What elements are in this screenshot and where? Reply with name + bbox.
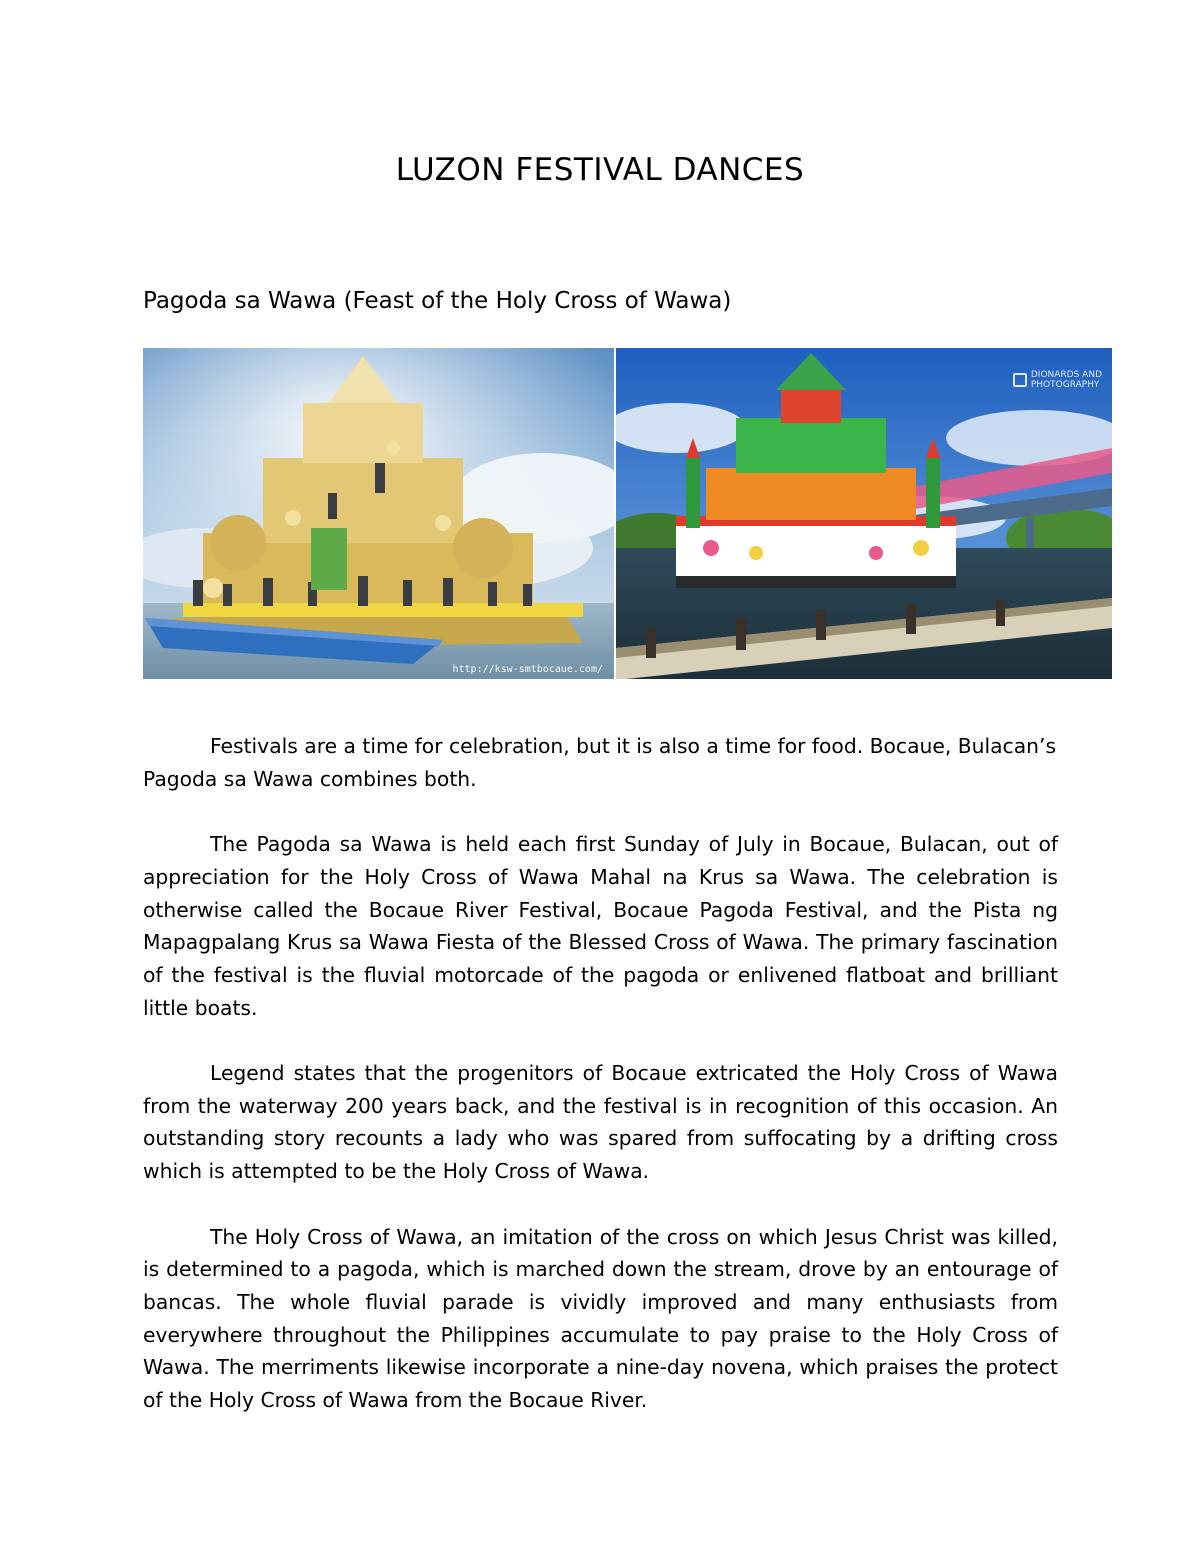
page-title: LUZON FESTIVAL DANCES [395, 152, 805, 188]
paragraph-3: Legend states that the progenitors of Bocaue extricated the Holy Cross of Wawa from the waterway 200 years back, and the festival is in recognition of this occasion. An outstanding story recounts a lady who was spared from suffocating by a drifting cross which is attempted to be the Holy Cross of Wawa. [143, 1061, 1058, 1184]
pagoda-photo-right [616, 348, 1112, 679]
paragraph-2: The Pagoda sa Wawa is held each first Sunday of July in Bocaue, Bulacan, out of appreciation for the Holy Cross of Wawa Mahal na Krus sa Wawa. The celebration is otherwise called the Bocaue River Festival, Bocaue Pagoda Festival, and the Pista ng Mapagpalang Krus sa Wawa Fiesta of the Blessed Cross of Wawa. The primary fascination of the festival is the fluvial motorcade of the pagoda or enlivened flatboat and brilliant little boats. [143, 832, 1058, 1020]
photo-watermark [1013, 370, 1102, 390]
photo-caption: http://ksw-smtbocaue.com/ [452, 664, 603, 675]
paragraph-4: The Holy Cross of Wawa, an imitation of the cross on which Jesus Christ was killed, is determined to a pagoda, which is marched down the stream, drove by an entourage of bancas. The whole fluvial parade is vividly improved and many enthusiasts from everywhere throughout the Philippines accumulate to pay praise to the Holy Cross of Wawa. The merriments likewise incorporate a nine-day novena, which praises the protect of the Holy Cross of Wawa from the Bocaue River. [143, 1224, 1058, 1413]
camera-logo-icon [1013, 373, 1027, 387]
watermark-line-2: PHOTOGRAPHY [1030, 380, 1100, 390]
watermark-line-1: DIONARDS AND [1030, 370, 1102, 380]
section-heading: Pagoda sa Wawa (Feast of the Holy Cross of Wawa) [143, 288, 732, 314]
body-text [143, 730, 1058, 1449]
photo-row [143, 348, 1112, 679]
paragraph-1: Festivals are a time for celebration, but it is also a time for food. Bocaue, Bulacan’s Pagoda sa Wawa combines both. [143, 734, 1057, 791]
pagoda-photo-left [143, 348, 614, 679]
